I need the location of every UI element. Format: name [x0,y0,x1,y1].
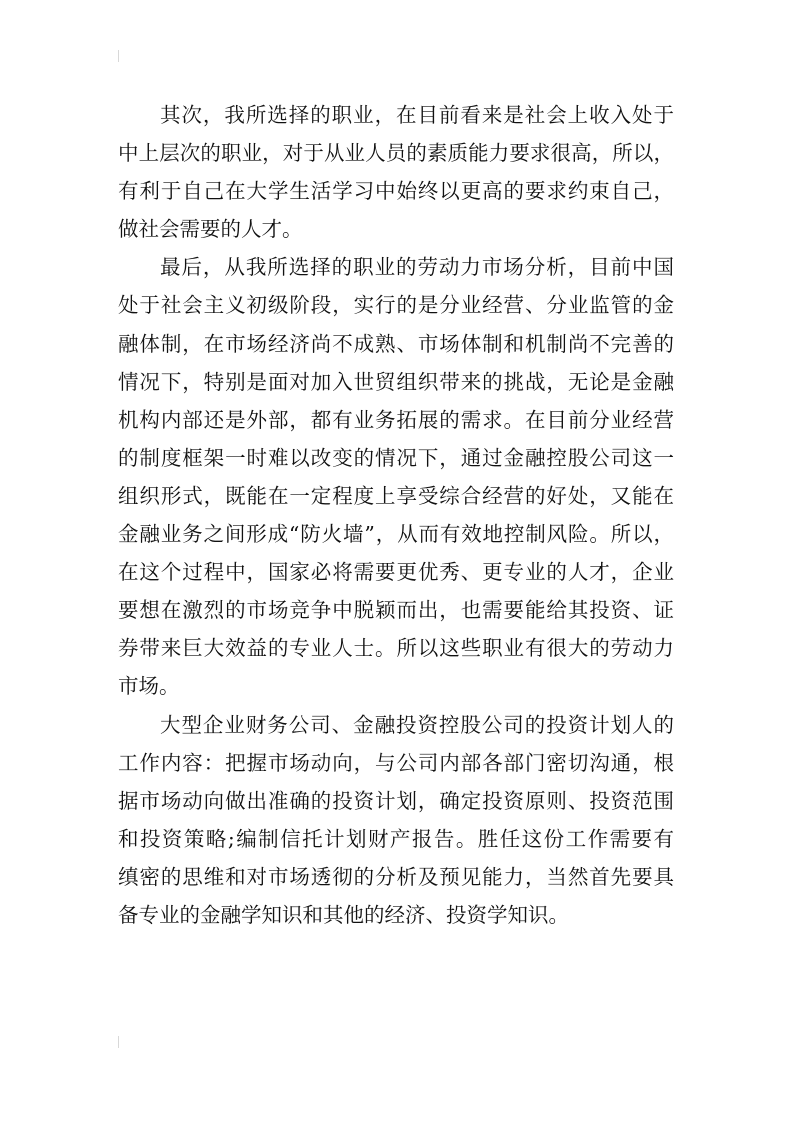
text-line: 组织形式，既能在一定程度上享受综合经营的好处，又能在 [118,483,674,508]
text-line: 做社会需要的人才。 [118,217,303,242]
document-body [118,96,674,934]
text-line: 融体制，在市场经济尚不成熟、市场体制和机制尚不完善的 [118,331,674,356]
paragraph [118,248,674,705]
text-line: 和投资策略;编制信托计划财产报告。胜任这份工作需要有 [118,826,674,851]
page-corner-mark-top [118,50,119,62]
text-line: 中上层次的职业，对于从业人员的素质能力要求很高，所以， [118,141,674,166]
paragraph [118,96,674,248]
text-line: 其次，我所选择的职业，在目前看来是社会上收入处于 [160,103,674,127]
text-line: 缜密的思维和对市场透彻的分析及预见能力，当然首先要具 [118,864,674,889]
page-corner-mark-bottom [118,1036,119,1048]
text-line: 大型企业财务公司、金融投资控股公司的投资计划人的 [160,712,674,737]
text-line: 最后，从我所选择的职业的劳动力市场分析，目前中国 [160,255,674,280]
text-line: 机构内部还是外部，都有业务拓展的需求。在目前分业经营 [118,407,674,432]
text-line: 市场。 [118,674,180,699]
text-line: 券带来巨大效益的专业人士。所以这些职业有很大的劳动力 [118,636,674,661]
text-line: 情况下，特别是面对加入世贸组织带来的挑战，无论是金融 [118,369,674,394]
text-line: 金融业务之间形成“防火墙”，从而有效地控制风险。所以， [118,522,674,547]
paragraph [118,706,674,935]
text-line: 要想在激烈的市场竞争中脱颖而出，也需要能给其投资、证 [118,598,674,623]
text-line: 的制度框架一时难以改变的情况下，通过金融控股公司这一 [118,445,674,470]
text-line: 在这个过程中，国家必将需要更优秀、更专业的人才，企业 [118,560,674,585]
text-line: 工作内容：把握市场动向，与公司内部各部门密切沟通，根 [118,750,674,775]
text-line: 有利于自己在大学生活学习中始终以更高的要求约束自己， [118,179,674,204]
text-line: 处于社会主义初级阶段，实行的是分业经营、分业监管的金 [118,293,674,318]
text-line: 备专业的金融学知识和其他的经济、投资学知识。 [118,902,569,927]
text-line: 据市场动向做出准确的投资计划，确定投资原则、投资范围 [118,788,674,813]
